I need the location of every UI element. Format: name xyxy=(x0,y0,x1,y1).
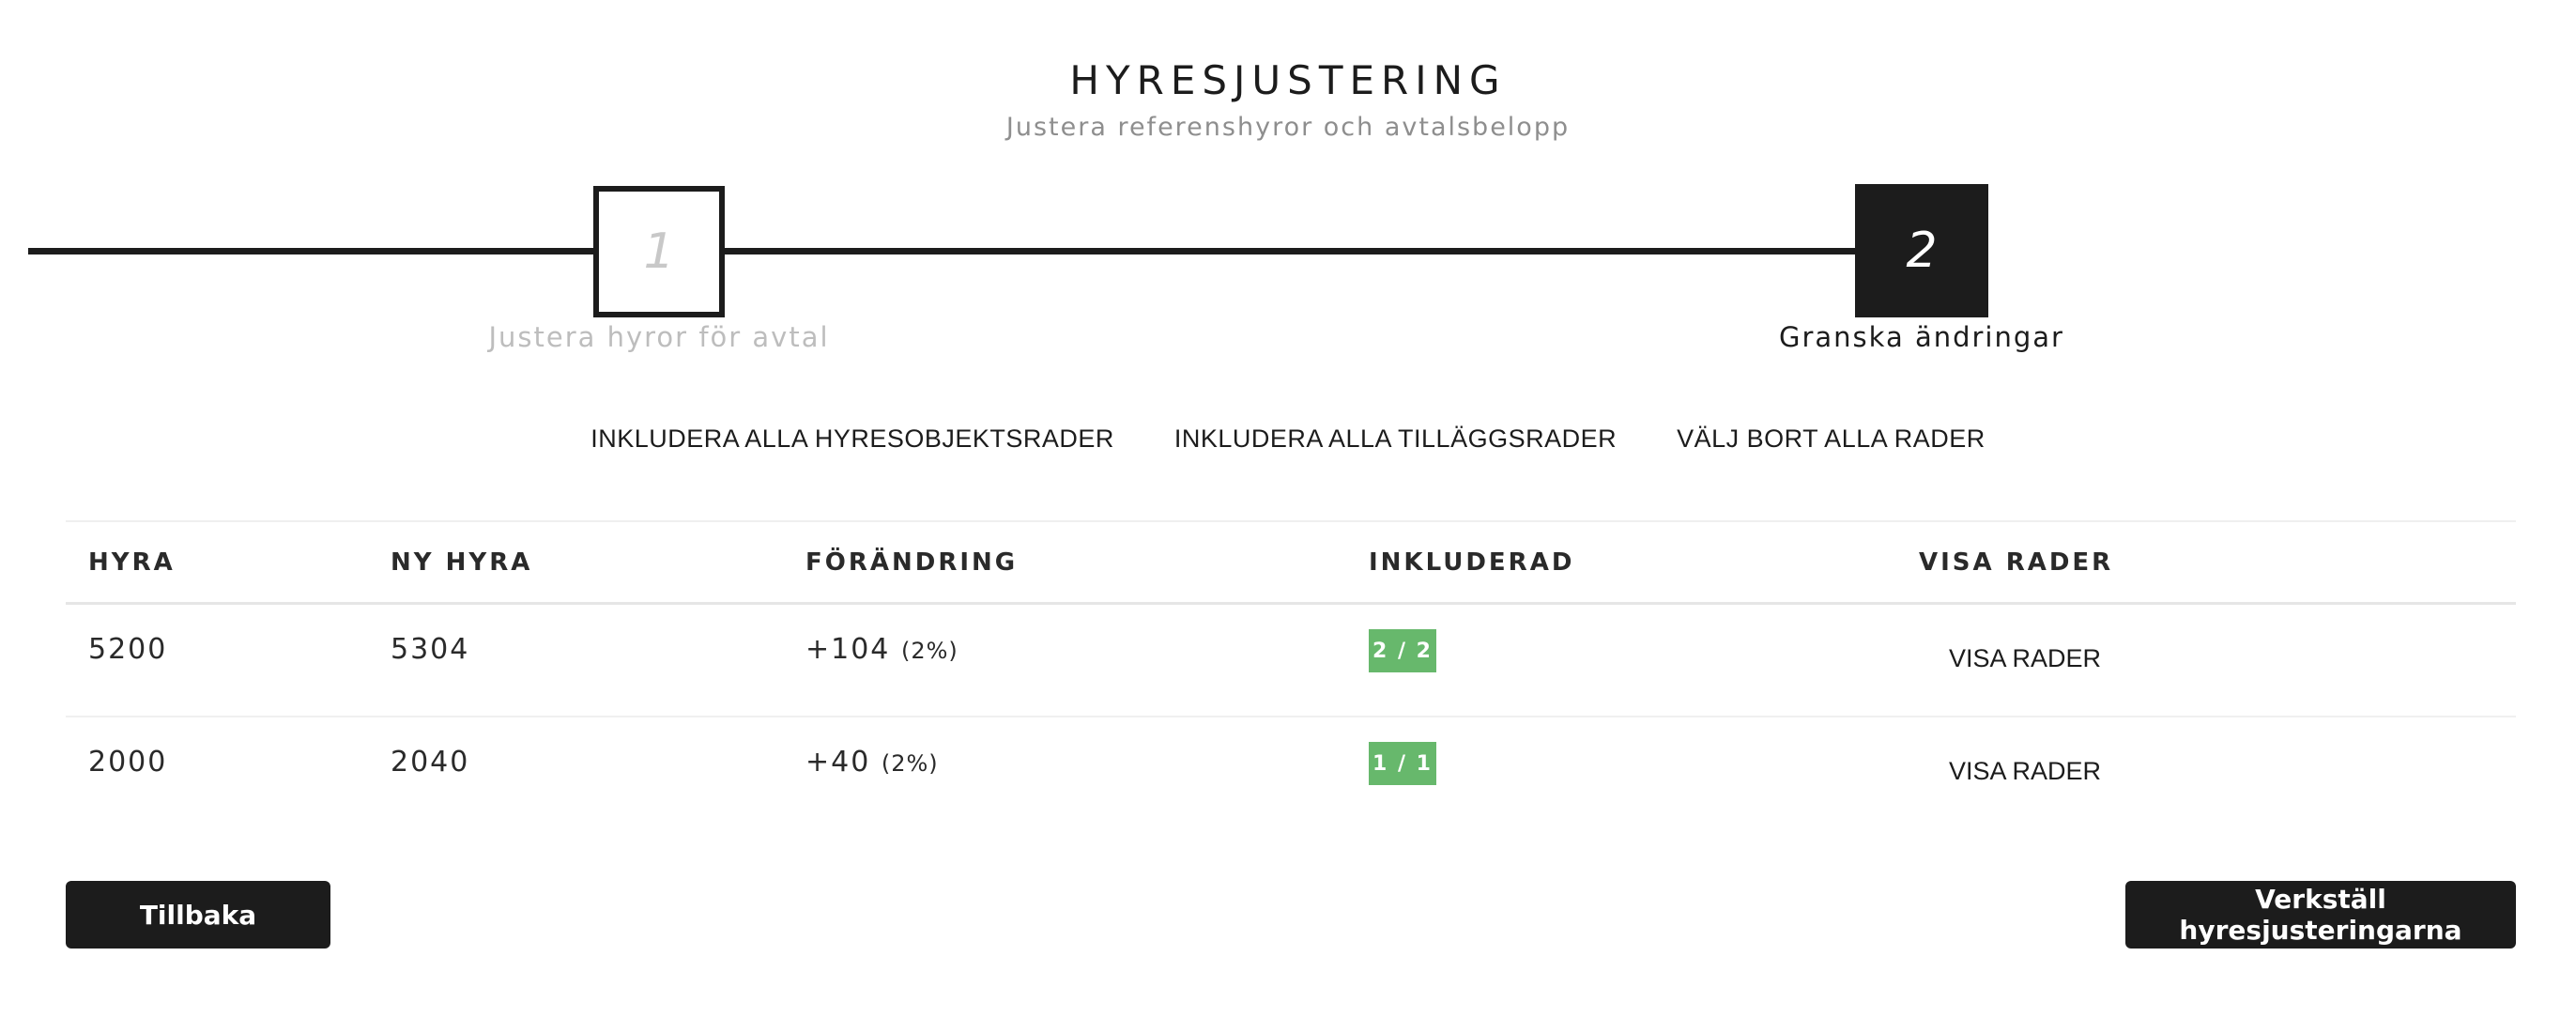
step-2-box[interactable]: 2 xyxy=(1855,184,1988,317)
change-amount: +40 xyxy=(805,746,871,779)
change-percent: (2%) xyxy=(881,750,939,777)
change-percent: (2%) xyxy=(900,638,958,664)
step-1-box[interactable]: 1 xyxy=(593,186,725,317)
table-header xyxy=(66,520,2516,605)
deselect-all-rows-link[interactable]: VÄLJ BORT ALLA RADER xyxy=(1677,424,1986,453)
step-2-label: Granska ändringar xyxy=(1779,321,2064,353)
table-row xyxy=(66,605,2516,717)
included-badge: 1 / 1 xyxy=(1369,742,1436,785)
bulk-actions xyxy=(0,424,2576,454)
back-button[interactable]: Tillbaka xyxy=(66,881,330,949)
stepper-line xyxy=(28,248,1906,254)
page-header xyxy=(0,54,2576,145)
cell-ny-hyra: 5304 xyxy=(391,633,470,666)
stepper xyxy=(0,184,2576,372)
include-all-object-rows-link[interactable]: INKLUDERA ALLA HYRESOBJEKTSRADER xyxy=(590,424,1114,453)
column-header-inkluderad: INKLUDERAD xyxy=(1369,548,1575,577)
included-badge: 2 / 2 xyxy=(1369,629,1436,672)
include-all-addition-rows-link[interactable]: INKLUDERA ALLA TILLÄGGSRADER xyxy=(1173,424,1618,453)
change-amount: +104 xyxy=(805,633,891,666)
adjustment-table xyxy=(66,520,2516,830)
column-header-visa-rader: VISA RADER xyxy=(1919,548,2114,577)
cell-change xyxy=(805,633,958,666)
show-rows-link[interactable]: VISA RADER xyxy=(1949,644,2102,672)
column-header-forandring: FÖRÄNDRING xyxy=(805,548,1019,577)
step-1-label: Justera hyror för avtal xyxy=(488,321,830,353)
cell-hyra: 2000 xyxy=(88,746,168,779)
table-row xyxy=(66,717,2516,830)
column-header-ny-hyra: NY HYRA xyxy=(391,548,533,577)
cell-change xyxy=(805,746,939,779)
column-header-hyra: HYRA xyxy=(88,548,176,577)
show-rows-link[interactable]: VISA RADER xyxy=(1949,757,2102,785)
page-title: HYRESJUSTERING xyxy=(1069,57,1507,103)
cell-hyra: 5200 xyxy=(88,633,168,666)
apply-adjustments-button[interactable]: Verkställ hyresjusteringarna xyxy=(2125,881,2516,949)
page-subtitle: Justera referenshyror och avtalsbelopp xyxy=(1005,113,1571,142)
cell-ny-hyra: 2040 xyxy=(391,746,470,779)
